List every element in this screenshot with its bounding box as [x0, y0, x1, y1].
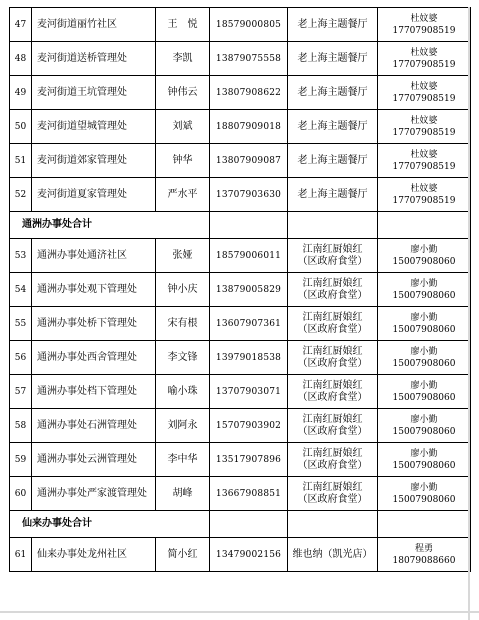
phone-cell: 13479002156: [210, 538, 288, 572]
seq-cell: 50: [10, 110, 32, 144]
phone-cell: 18807909018: [210, 110, 288, 144]
unit-cell: 通洲办事处严家渡管理处: [32, 477, 156, 511]
seq-cell: 54: [10, 273, 32, 307]
subtotal-row: [10, 511, 471, 538]
phone-cell: 13807909087: [210, 144, 288, 178]
name-cell: 钟小庆: [156, 273, 210, 307]
phone-cell: 13517907896: [210, 443, 288, 477]
seq-cell: 47: [10, 8, 32, 42]
restaurant-cell: 维也纳（凯光店）: [288, 538, 378, 572]
seq-cell: 51: [10, 144, 32, 178]
empty-cell: [210, 212, 288, 239]
empty-cell: [288, 511, 378, 538]
phone-cell: 13879075558: [210, 42, 288, 76]
name-cell: 严水平: [156, 178, 210, 212]
seq-cell: 58: [10, 409, 32, 443]
unit-cell: 麦河街道郊家管理处: [32, 144, 156, 178]
table-row: [10, 538, 471, 572]
unit-cell: 麦河街道夏家管理处: [32, 178, 156, 212]
name-cell: 钟华: [156, 144, 210, 178]
restaurant-cell: 江南红厨娘红 （区政府食堂）: [288, 443, 378, 477]
phone-cell: 18579000805: [210, 8, 288, 42]
unit-cell: 麦河街道望城管理处: [32, 110, 156, 144]
contact-cell: 杜妏婆 17707908519: [378, 178, 471, 212]
restaurant-cell: 江南红厨娘红 （区政府食堂）: [288, 341, 378, 375]
contact-cell: 廖小勤 15007908060: [378, 375, 471, 409]
phone-cell: 13807908622: [210, 76, 288, 110]
seq-cell: 57: [10, 375, 32, 409]
unit-cell: 通洲办事处桥下管理处: [32, 307, 156, 341]
table-body: [10, 8, 471, 572]
table-row: [10, 42, 471, 76]
window-edge: [468, 7, 470, 620]
table-sheet: [9, 7, 470, 572]
name-cell: 喻小珠: [156, 375, 210, 409]
contact-cell: 廖小勤 15007908060: [378, 273, 471, 307]
table-row: [10, 477, 471, 511]
table-row: [10, 76, 471, 110]
contact-cell: 程勇 18079088660: [378, 538, 471, 572]
phone-cell: 13607907361: [210, 307, 288, 341]
contact-cell: 廖小勤 15007908060: [378, 477, 471, 511]
unit-cell: 麦河街道丽竹社区: [32, 8, 156, 42]
name-cell: 胡峰: [156, 477, 210, 511]
seq-cell: 52: [10, 178, 32, 212]
table-row: [10, 273, 471, 307]
seq-cell: 53: [10, 239, 32, 273]
restaurant-cell: 老上海主题餐厅: [288, 76, 378, 110]
phone-cell: 15707903902: [210, 409, 288, 443]
name-cell: 宋有根: [156, 307, 210, 341]
contact-cell: 杜妏婆 17707908519: [378, 42, 471, 76]
restaurant-cell: 江南红厨娘红 （区政府食堂）: [288, 307, 378, 341]
unit-cell: 通洲办事处档下管理处: [32, 375, 156, 409]
restaurant-cell: 老上海主题餐厅: [288, 178, 378, 212]
contact-cell: 廖小勤 15007908060: [378, 239, 471, 273]
table-row: [10, 110, 471, 144]
empty-cell: [378, 212, 471, 239]
table-row: [10, 8, 471, 42]
table-row: [10, 144, 471, 178]
seq-cell: 60: [10, 477, 32, 511]
table-row: [10, 178, 471, 212]
table-row: [10, 443, 471, 477]
unit-cell: 麦河街道王坑管理处: [32, 76, 156, 110]
seq-cell: 61: [10, 538, 32, 572]
name-cell: 王 悦: [156, 8, 210, 42]
phone-cell: 13667908851: [210, 477, 288, 511]
contact-cell: 廖小勤 15007908060: [378, 307, 471, 341]
name-cell: 李凯: [156, 42, 210, 76]
contact-cell: 廖小勤 15007908060: [378, 341, 471, 375]
empty-cell: [378, 511, 471, 538]
restaurant-cell: 老上海主题餐厅: [288, 42, 378, 76]
phone-cell: 18579006011: [210, 239, 288, 273]
assignment-table: [9, 7, 471, 572]
unit-cell: 通洲办事处石洲管理处: [32, 409, 156, 443]
table-row: [10, 307, 471, 341]
name-cell: 刘阿永: [156, 409, 210, 443]
seq-cell: 55: [10, 307, 32, 341]
name-cell: 李中华: [156, 443, 210, 477]
table-row: [10, 375, 471, 409]
seq-cell: 56: [10, 341, 32, 375]
table-row: [10, 409, 471, 443]
unit-cell: 通洲办事处云洲管理处: [32, 443, 156, 477]
contact-cell: 杜妏婆 17707908519: [378, 110, 471, 144]
unit-cell: 仙来办事处龙州社区: [32, 538, 156, 572]
table-row: [10, 239, 471, 273]
restaurant-cell: 老上海主题餐厅: [288, 110, 378, 144]
unit-cell: 通洲办事处西舍管理处: [32, 341, 156, 375]
name-cell: 张娅: [156, 239, 210, 273]
name-cell: 李文锋: [156, 341, 210, 375]
phone-cell: 13707903071: [210, 375, 288, 409]
unit-cell: 通洲办事处通济社区: [32, 239, 156, 273]
subtotal-label: 通洲办事处合计: [10, 212, 210, 239]
restaurant-cell: 老上海主题餐厅: [288, 8, 378, 42]
restaurant-cell: 江南红厨娘红 （区政府食堂）: [288, 375, 378, 409]
phone-cell: 13879005829: [210, 273, 288, 307]
contact-cell: 杜妏婆 17707908519: [378, 76, 471, 110]
empty-cell: [288, 212, 378, 239]
restaurant-cell: 江南红厨娘红 （区政府食堂）: [288, 409, 378, 443]
unit-cell: 通洲办事处观下管理处: [32, 273, 156, 307]
name-cell: 钟伟云: [156, 76, 210, 110]
phone-cell: 13979018538: [210, 341, 288, 375]
contact-cell: 杜妏婆 17707908519: [378, 144, 471, 178]
empty-cell: [210, 511, 288, 538]
restaurant-cell: 江南红厨娘红 （区政府食堂）: [288, 273, 378, 307]
table-row: [10, 341, 471, 375]
restaurant-cell: 老上海主题餐厅: [288, 144, 378, 178]
restaurant-cell: 江南红厨娘红 （区政府食堂）: [288, 239, 378, 273]
seq-cell: 48: [10, 42, 32, 76]
contact-cell: 廖小勤 15007908060: [378, 409, 471, 443]
seq-cell: 49: [10, 76, 32, 110]
subtotal-row: [10, 212, 471, 239]
phone-cell: 13707903630: [210, 178, 288, 212]
name-cell: 简小红: [156, 538, 210, 572]
name-cell: 刘斌: [156, 110, 210, 144]
contact-cell: 廖小勤 15007908060: [378, 443, 471, 477]
seq-cell: 59: [10, 443, 32, 477]
contact-cell: 杜妏婆 17707908519: [378, 8, 471, 42]
unit-cell: 麦河街道送桥管理处: [32, 42, 156, 76]
subtotal-label: 仙来办事处合计: [10, 511, 210, 538]
restaurant-cell: 江南红厨娘红 （区政府食堂）: [288, 477, 378, 511]
